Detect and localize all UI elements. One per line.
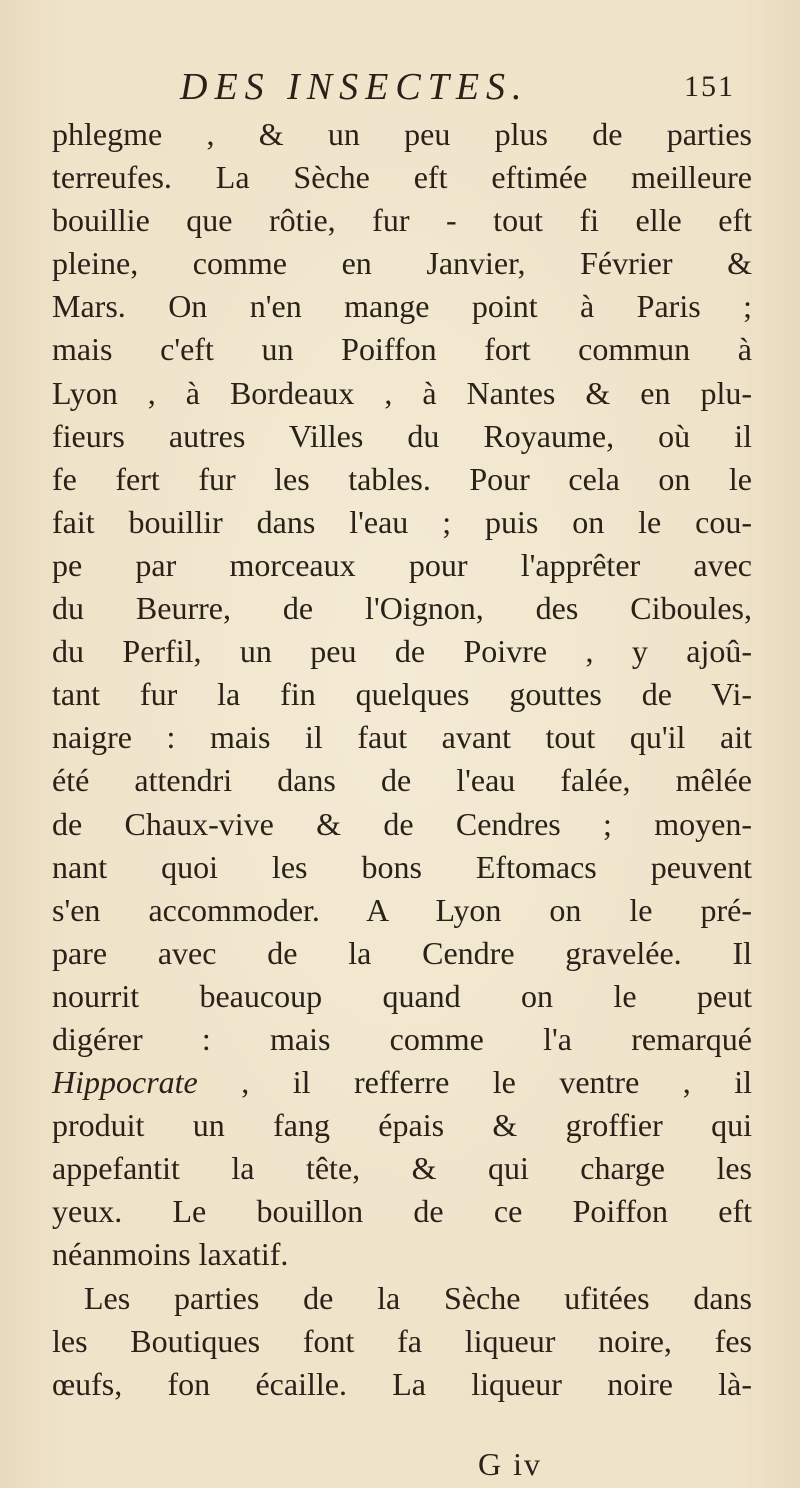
text-line: Mars. On n'en mange point à Paris ; <box>52 288 752 325</box>
text-line: nant quoi les bons Eftomacs peuvent <box>52 848 752 885</box>
text-line: phlegme , & un peu plus de parties <box>52 116 752 152</box>
text-line: yeux. Le bouillon de ce Poiffon eft <box>52 1193 752 1230</box>
text-line-hippocrate <box>52 1061 752 1104</box>
text-line: fieurs autres Villes du Royaume, où il <box>52 417 752 454</box>
text-line: les Boutiques font fa liqueur noire, fes <box>52 1322 752 1359</box>
text-line: du Beurre, de l'Oignon, des Ciboules, <box>52 590 752 627</box>
running-title: DES INSECTES. <box>180 66 529 108</box>
text-line: digérer : mais comme l'a remarqué <box>52 1020 752 1057</box>
text-line: appefantit la tête, & qui charge les <box>52 1150 752 1187</box>
text-line: pare avec de la Cendre gravelée. Il <box>52 934 752 971</box>
text-line: naigre : mais il faut avant tout qu'il ait <box>52 719 752 756</box>
text-line: mais c'eft un Poiffon fort commun à <box>52 331 752 368</box>
text-line: Lyon , à Bordeaux , à Nantes & en plu- <box>52 374 752 411</box>
text-line: œufs, fon écaille. La liqueur noire là- <box>52 1365 752 1402</box>
page-number: 151 <box>684 70 735 103</box>
text-line: pe par morceaux pour l'apprêter avec <box>52 546 752 583</box>
hippocrate-rest: , il refferre le ventre , il <box>197 1064 752 1101</box>
text-line: tant fur la fin quelques gouttes de Vi- <box>52 676 752 713</box>
text-line: s'en accommoder. A Lyon on le pré- <box>52 891 752 928</box>
text-line: du Perfil, un peu de Poivre , y ajoû- <box>52 633 752 670</box>
text-line: de Chaux-vive & de Cendres ; moyen- <box>52 805 752 842</box>
text-line: fait bouillir dans l'eau ; puis on le cou- <box>52 503 752 540</box>
signature-mark: G iv <box>478 1446 542 1482</box>
text-line: nourrit beaucoup quand on le peut <box>52 977 752 1014</box>
text-line: pleine, comme en Janvier, Février & <box>52 245 752 282</box>
text-line: Les parties de la Sèche ufitées dans <box>84 1279 752 1316</box>
paragraph-end-line: néanmoins laxatif. <box>52 1236 289 1273</box>
text-line: bouillie que rôtie, fur - tout fi elle eft <box>52 202 752 239</box>
text-line: fe fert fur les tables. Pour cela on le <box>52 460 752 497</box>
body-text <box>52 113 752 1406</box>
hippocrate-name: Hippocrate <box>52 1064 198 1101</box>
text-line: été attendri dans de l'eau falée, mêlée <box>52 762 752 799</box>
text-line: terreufes. La Sèche eft eftimée meilleure <box>52 159 752 196</box>
running-head <box>0 62 800 112</box>
text-line: produit un fang épais & groffier qui <box>52 1107 752 1144</box>
